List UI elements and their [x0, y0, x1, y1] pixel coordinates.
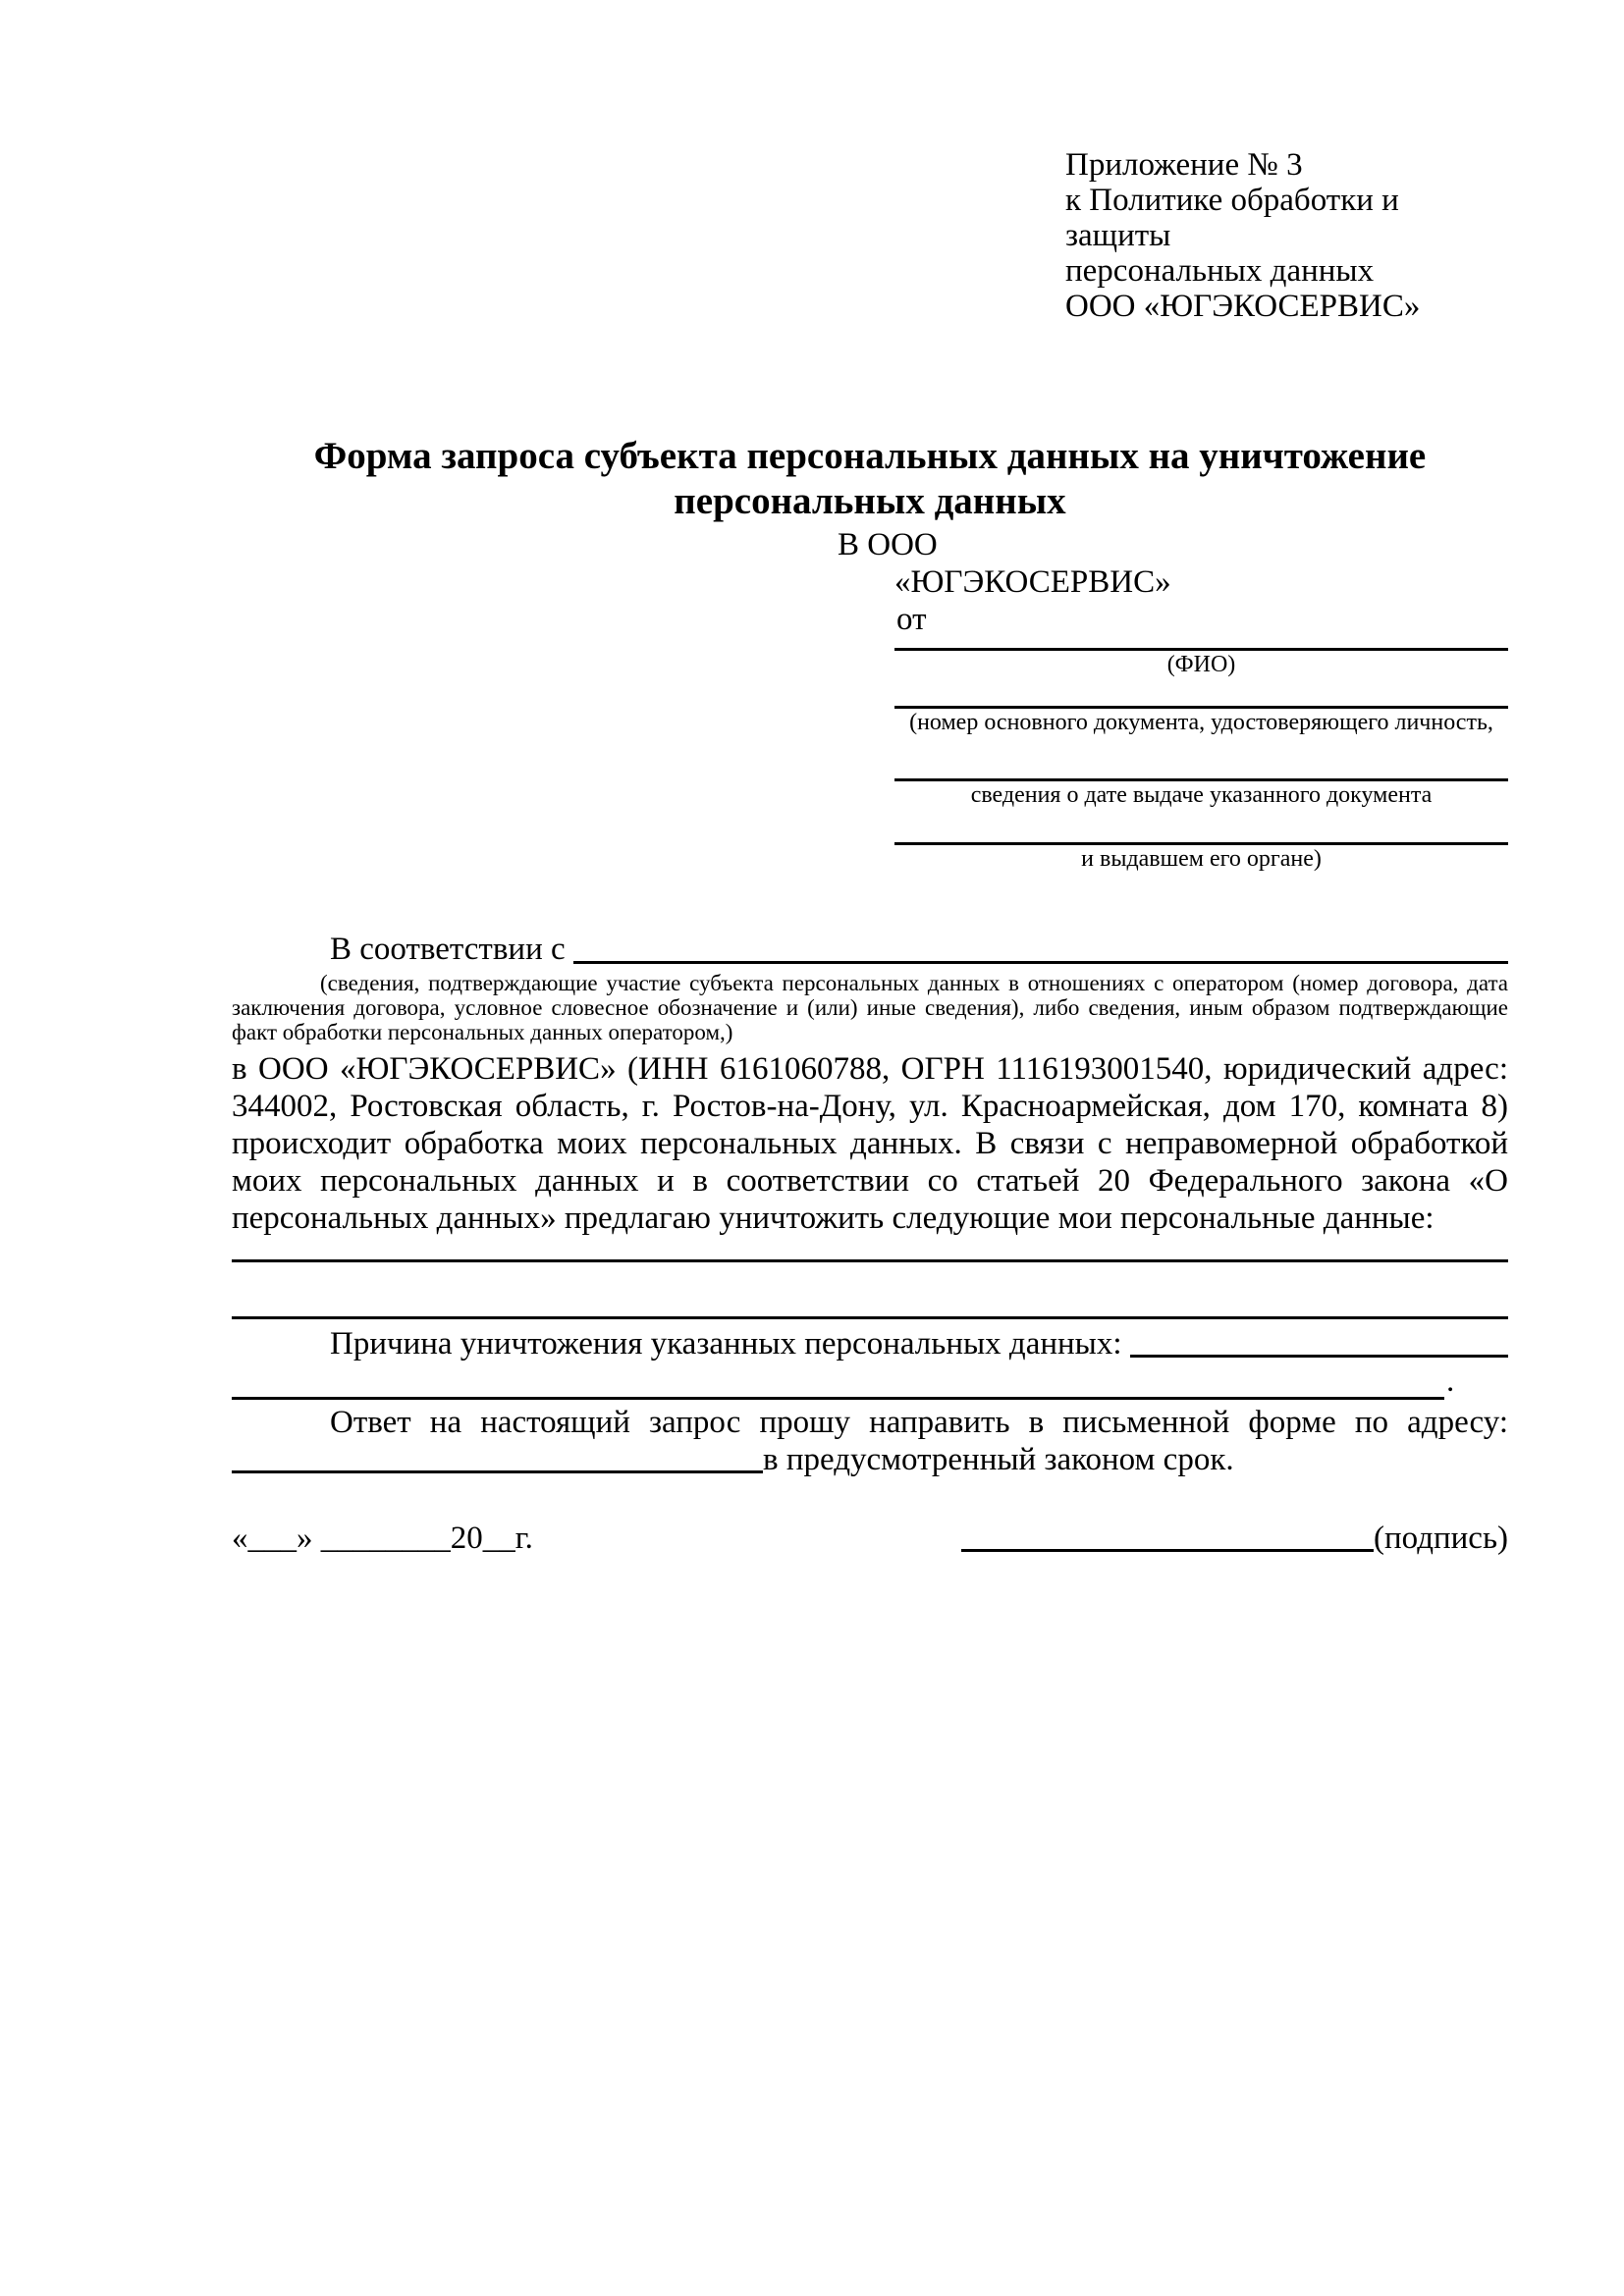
issue-date-caption: сведения о дате выдаче указанного документа: [970, 782, 1433, 808]
document-content: [232, 147, 1508, 1557]
addressee-line-2: «ЮГЭКОСЕРВИС»: [894, 564, 1171, 600]
doc-number-field-unit: [894, 678, 1508, 736]
fio-field-unit: [894, 638, 1508, 678]
issue-date-blank-line[interactable]: [894, 736, 1508, 781]
reason-blank-line-2[interactable]: [232, 1363, 1444, 1400]
appendix-line: персональных данных: [1065, 253, 1375, 289]
reply-tail-row: [232, 1441, 1508, 1478]
doc-number-blank-line[interactable]: [894, 678, 1508, 709]
appendix-line: к Политике обработки и защиты: [1065, 183, 1399, 253]
appendix-line: ООО «ЮГЭКОСЕРВИС»: [1065, 289, 1421, 324]
date-field[interactable]: «___» ________20__г.: [232, 1521, 533, 1556]
personal-data-blank-line-1[interactable]: [232, 1237, 1508, 1262]
body-paragraph: в ООО «ЮГЭКОСЕРВИС» (ИНН 6161060788, ОГРН 1116193001540, юридический адрес: 344002, Ростовская область, г. Ростов-на-Дону, ул. Красноармейская, дом 170, комната 8) происходит обработка моих персональных данных. В связи с неправомерной обработкой моих персональных данных и в соответствии со статьей 20 Федерального закона «О персональных данных» предлагаю уничтожить следующие мои персональные данные:: [232, 1051, 1508, 1236]
accordance-blank-line[interactable]: [573, 930, 1508, 964]
date-signature-row: [232, 1520, 1508, 1557]
appendix-block: [1065, 147, 1508, 324]
signature-caption: (подпись): [1374, 1521, 1508, 1556]
fio-caption: (ФИО): [1166, 652, 1236, 677]
signature-group: [961, 1520, 1508, 1557]
reason-label: Причина уничтожения указанных персональных данных:: [330, 1326, 1122, 1362]
form-title: Форма запроса субъекта персональных данных на уничтожение персональных данных: [313, 435, 1427, 522]
reply-sentence: Ответ на настоящий запрос прошу направить в письменной форме по адресу:: [330, 1405, 1508, 1440]
reply-tail-text: в предусмотренный законом срок.: [763, 1442, 1234, 1477]
issuer-caption: и выдавшем его органе): [1081, 846, 1322, 872]
accordance-label: В соответствии с: [330, 932, 566, 967]
appendix-line: Приложение № 3: [1065, 147, 1303, 183]
signature-blank-line[interactable]: [961, 1520, 1374, 1552]
fine-print-note: (сведения, подтверждающие участие субъекта персональных данных в отношениях с оператором (номер договора, дата заключения договора, условное словесное обозначение и (или) иные сведения), либо сведения, иным образом подтверждающие факт обработки персональных данных оператором,): [232, 971, 1508, 1044]
trailing-period: .: [1446, 1363, 1455, 1399]
reason-blank-line[interactable]: [1130, 1325, 1508, 1358]
fio-blank-line[interactable]: [894, 638, 1508, 651]
issuer-blank-line[interactable]: [894, 809, 1508, 845]
reason-row: [232, 1325, 1508, 1362]
issuer-field-unit: [894, 809, 1508, 873]
accordance-row: [232, 930, 1508, 969]
address-blank-line[interactable]: [232, 1441, 763, 1473]
personal-data-blank-line-2[interactable]: [232, 1262, 1508, 1319]
doc-number-caption: (номер основного документа, удостоверяющего личность,: [909, 710, 1493, 735]
reason-continuation-row: [232, 1362, 1508, 1400]
from-label: от: [896, 602, 927, 637]
addressee-line-1: В ООО: [838, 527, 938, 562]
issue-date-field-unit: [894, 736, 1508, 809]
